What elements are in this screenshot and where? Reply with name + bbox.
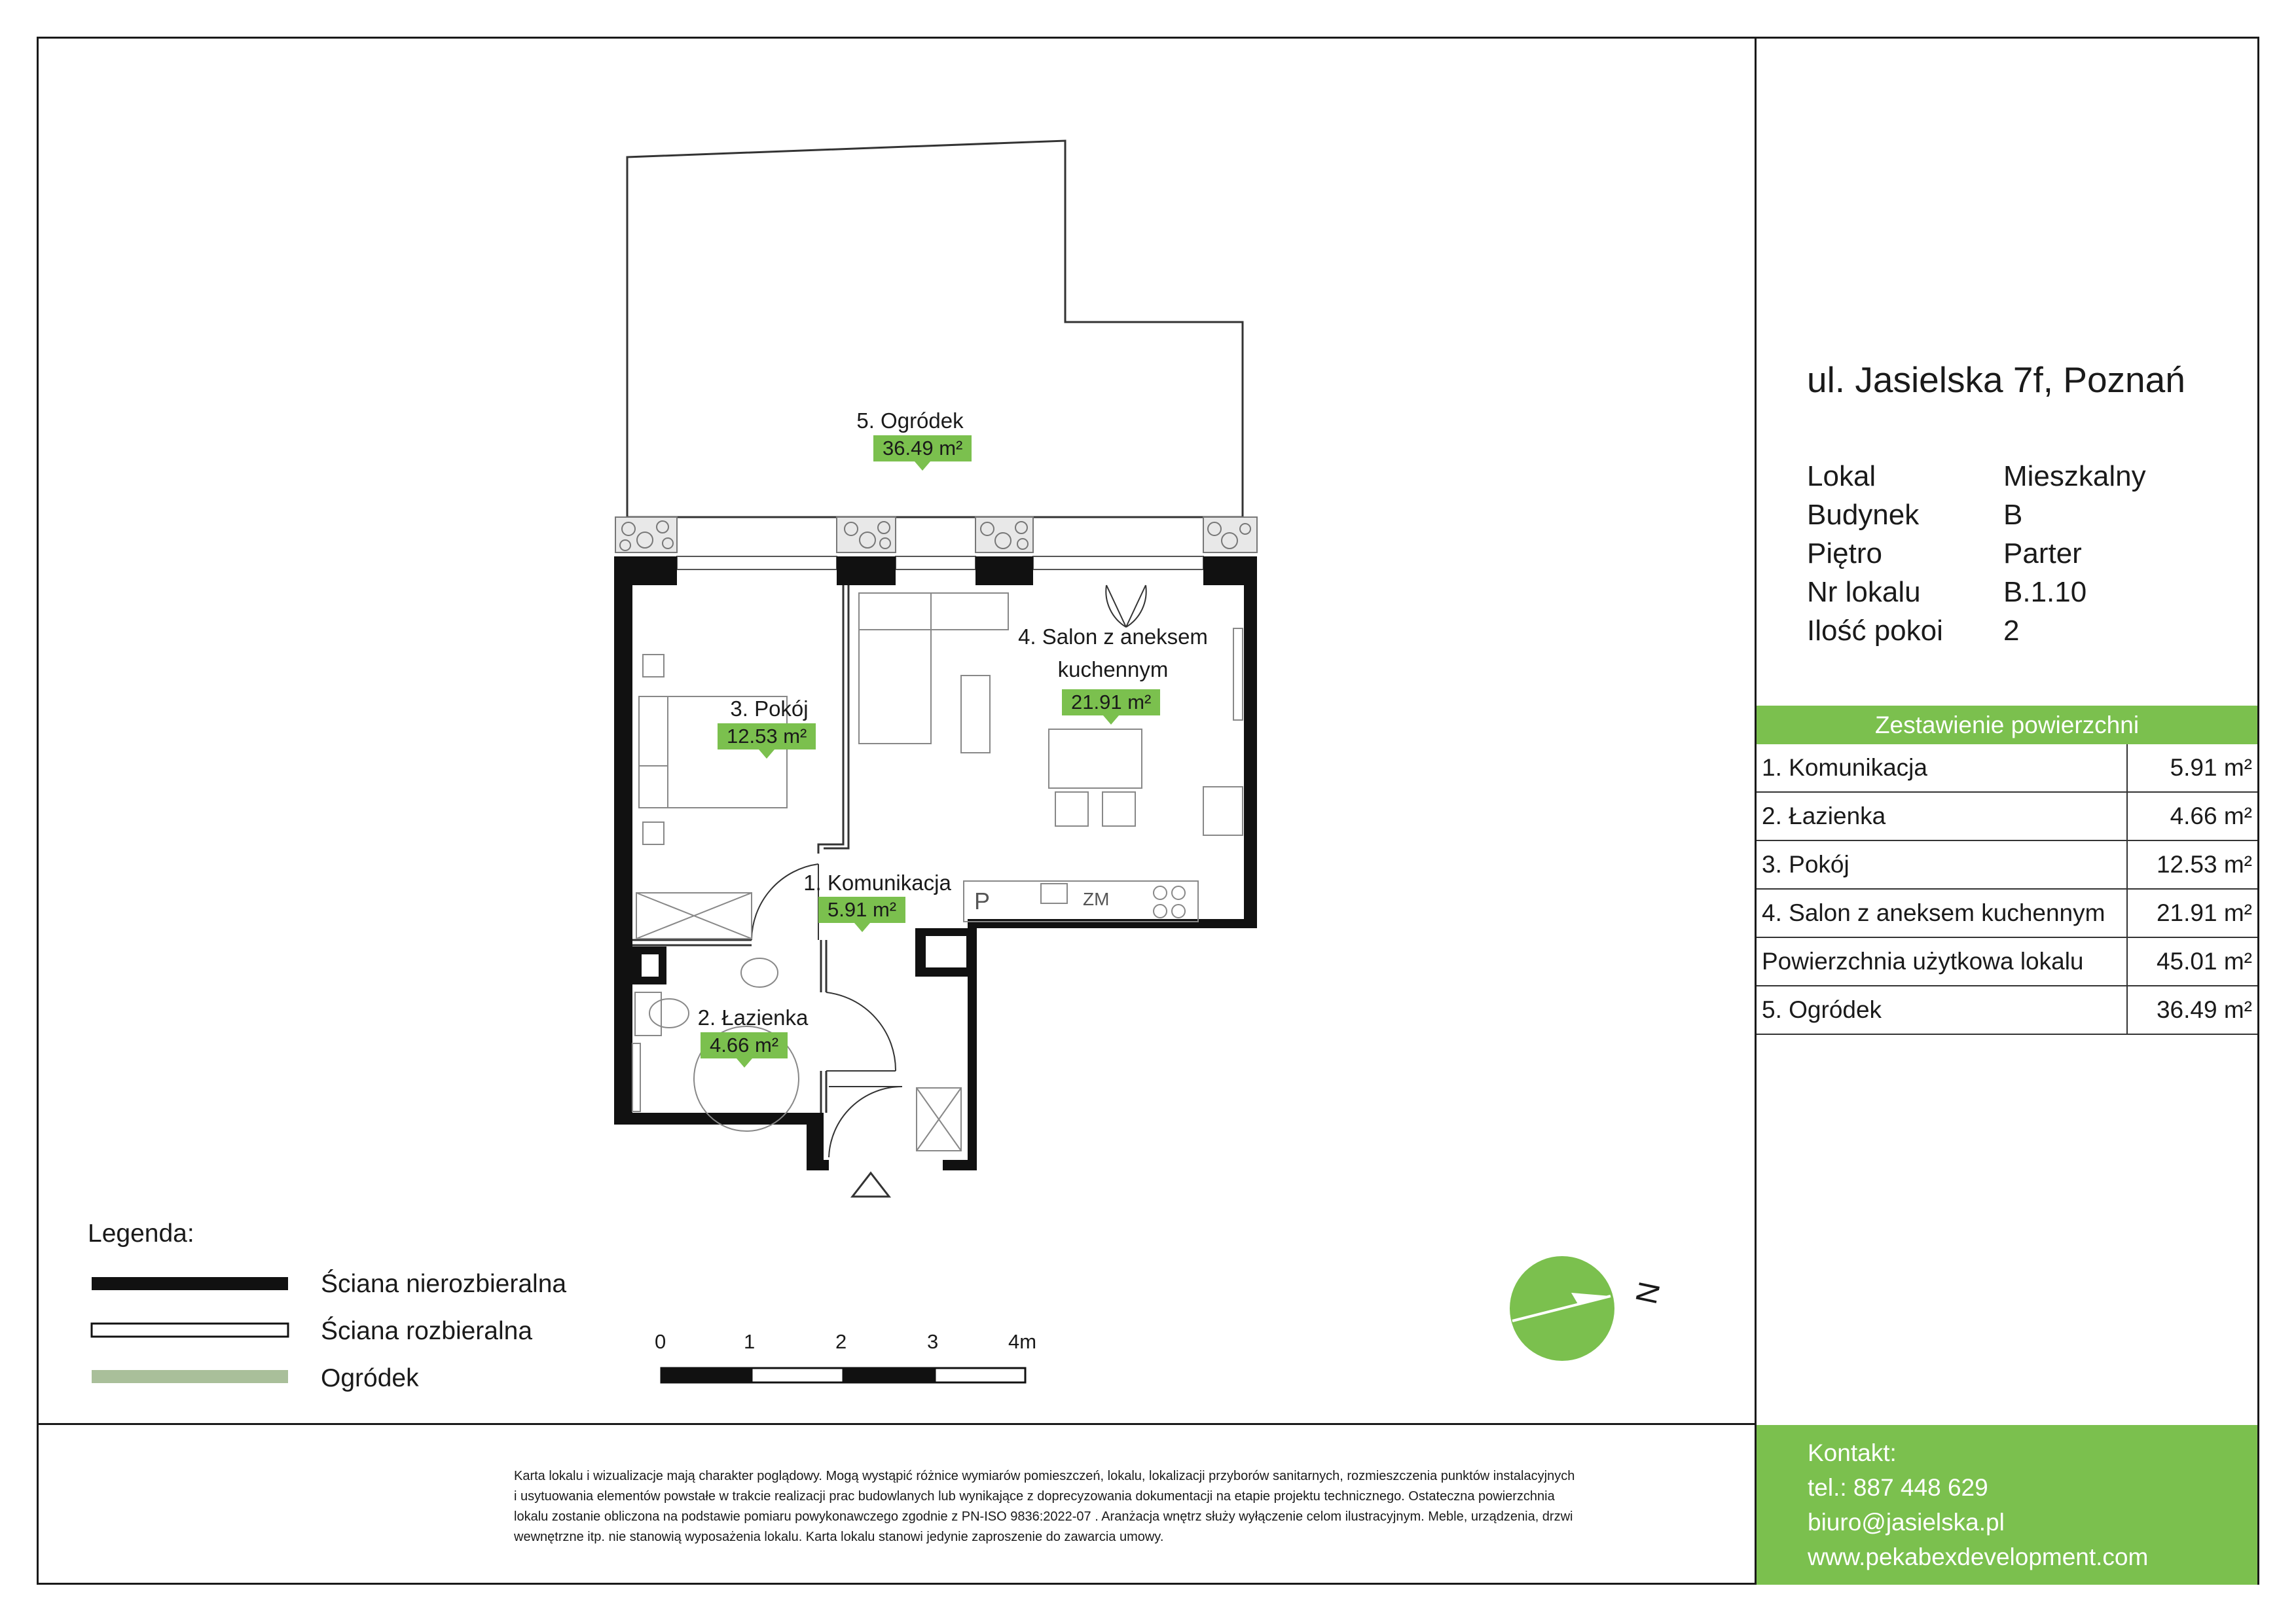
bath-label: 2. Łazienka [697,1005,809,1030]
pillar-void [926,936,966,967]
disclaimer-line: Karta lokalu i wizualizacje mają charakter poglądowy. Mogą wystąpić różnice wymiarów pomieszczeń, lokalu, lokalizacji przyborów sanitarnych, rozmieszczenia punktów instalacyjnych [514,1469,1575,1483]
living-area-badge: 21.91 m² [1062,689,1160,715]
compass-north-label: N [1628,1278,1667,1307]
scale-tick-2: 2 [835,1330,847,1353]
detail-key: Nr lokalu [1807,576,1921,608]
address-title: ul. Jasielska 7f, Poznań [1807,359,2185,400]
scale-tick-1: 1 [744,1330,756,1353]
legend-title: Legenda: [88,1219,194,1248]
hall-area-badge: 5.91 m² [818,897,905,923]
detail-value: Parter [2003,537,2082,569]
detail-key: Ilość pokoi [1807,615,1943,647]
legend-swatch-partition [92,1324,288,1337]
contact-email-link[interactable]: biuro@jasielska.pl [1808,1509,2005,1536]
footer-divider [37,1423,1756,1425]
room-area-badge: 12.53 m² [718,723,816,749]
contact-phone-link[interactable]: tel.: 887 448 629 [1808,1474,1988,1501]
shaft-void [642,954,659,977]
detail-value: 2 [2003,615,2020,647]
stone-strip [615,517,1257,552]
summary-label: Powierzchnia użytkowa lokalu [1757,938,2128,985]
summary-value: 12.53 m² [2156,851,2252,878]
legend-swatch-garden [92,1370,288,1383]
summary-label: 2. Łazienka [1757,793,2128,840]
area-summary-table [1757,706,2257,1035]
area-summary-header: Zestawienie powierzchni [1757,706,2257,744]
garden-label: 5. Ogródek [856,408,964,433]
detail-value: Mieszkalny [2003,460,2146,492]
table-row [1757,890,2257,938]
table-row [1757,938,2257,986]
summary-label: 3. Pokój [1757,841,2128,888]
table-row [1757,744,2257,793]
summary-label: 4. Salon z aneksem kuchennym [1757,890,2128,937]
scale-bar [661,1368,1025,1382]
compass [1510,1256,1614,1361]
detail-row-type [1807,457,2146,496]
detail-key: Budynek [1807,499,1920,531]
disclaimer-line: i usytuowania elementów powstałe w trakcie realizacji prac budowlanych lub wynikające z doprecyzowania dokumentacji na etapie projektu technicznego. Ostateczna powierzchnia [514,1489,1555,1504]
detail-row-unit-number [1807,573,2146,611]
summary-value: 45.01 m² [2156,948,2252,975]
legend-structural-wall: Ściana nierozbieralna [321,1270,567,1298]
detail-value: B [2003,499,2023,531]
parking-fixture-label: P [974,888,991,914]
detail-row-building [1807,496,2146,534]
unit-details [1807,457,2146,650]
hall-label: 1. Komunikacja [803,871,951,895]
table-row [1757,793,2257,841]
detail-value: B.1.10 [2003,576,2087,608]
detail-row-floor [1807,534,2146,573]
legend-partition-wall: Ściana rozbieralna [321,1317,533,1345]
summary-label: 5. Ogródek [1757,986,2128,1034]
disclaimer-line: lokalu zostanie obliczona na podstawie pomiaru powykonawczego zgodnie z PN-ISO 9836:2022-07 . Aranżacja wnętrz służy wyłączenie celom ilustracyjnym. Meble, urządzenia, drzwi [514,1509,1573,1524]
disclaimer [514,1466,1712,1547]
detail-row-room-count [1807,611,2146,650]
scale-tick-0: 0 [655,1330,666,1353]
room-label: 3. Pokój [730,696,809,721]
bath-area-badge: 4.66 m² [701,1032,788,1058]
legend-garden: Ogródek [321,1364,419,1392]
entrance-marker [852,1173,889,1197]
scale-tick-4: 4m [1008,1330,1037,1353]
contact-panel [1757,1425,2257,1585]
table-row [1757,986,2257,1035]
summary-value: 5.91 m² [2170,754,2252,781]
detail-key: Lokal [1807,460,1876,492]
summary-label: 1. Komunikacja [1757,744,2128,791]
meter-box-label: ZM [1083,889,1110,909]
scale-tick-3: 3 [927,1330,939,1353]
living-label-line1: 4. Salon z aneksem [1018,624,1208,649]
summary-value: 4.66 m² [2170,803,2252,829]
detail-key: Piętro [1807,537,1882,569]
windows [677,556,1203,569]
disclaimer-line: wewnętrzne itp. nie stanowią wyposażenia lokalu. Karta lokalu stanowi jedynie zaproszenie do zawarcia umowy. [514,1530,1164,1544]
summary-value: 21.91 m² [2156,899,2252,926]
summary-value: 36.49 m² [2156,996,2252,1023]
contact-website-link[interactable]: www.pekabexdevelopment.com [1808,1543,2149,1570]
table-row [1757,841,2257,890]
legend-swatch-structural [92,1277,288,1290]
garden-area-badge: 36.49 m² [873,435,972,461]
contact-title: Kontakt: [1808,1439,1897,1466]
living-label-line2: kuchennym [1057,657,1169,681]
